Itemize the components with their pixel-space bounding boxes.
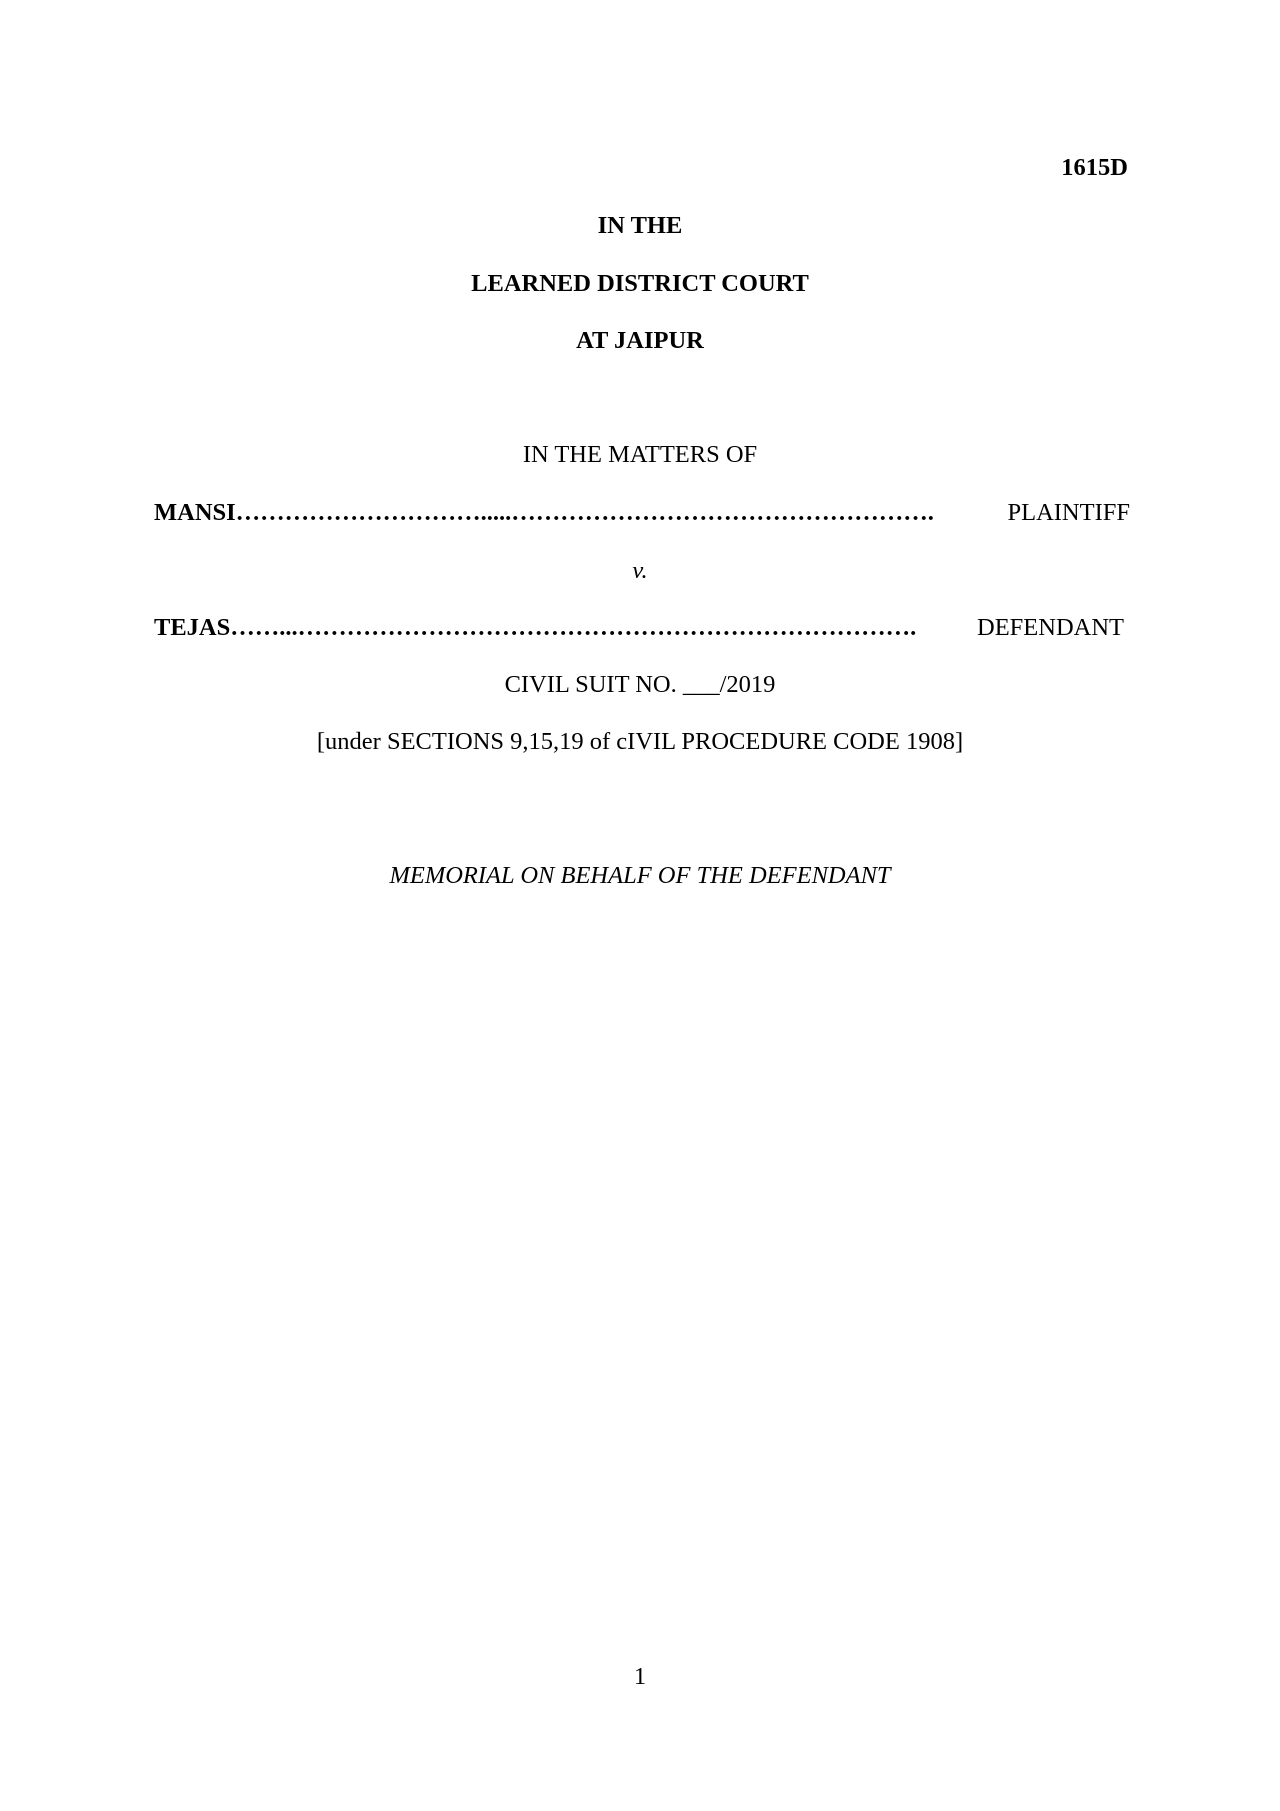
statute-sections: [under SECTIONS 9,15,19 of cIVIL PROCEDURE CODE 1908] (316, 728, 964, 755)
document-code: 1615D (1061, 154, 1128, 181)
suit-number: CIVIL SUIT NO. ___/2019 (504, 671, 776, 698)
court-heading-line-2: LEARNED DISTRICT COURT (471, 270, 809, 297)
versus-label: v. (632, 557, 648, 584)
defendant-role: DEFENDANT (977, 614, 1124, 641)
defendant-leader-dots: ……...…………………………………………………………………. (230, 616, 917, 641)
defendant-line (154, 616, 1124, 641)
memorial-title: MEMORIAL ON BEHALF OF THE DEFENDANT (389, 862, 891, 889)
plaintiff-name: MANSI (154, 499, 236, 526)
court-heading-line-3: AT JAIPUR (576, 327, 704, 354)
plaintiff-leader-dots: ………………………….....……………………………………………. (235, 501, 934, 526)
plaintiff-line (154, 501, 1130, 526)
plaintiff-role: PLAINTIFF (1007, 499, 1130, 526)
page-number: 1 (633, 1663, 647, 1690)
matters-heading: IN THE MATTERS OF (522, 441, 758, 468)
court-heading-line-1: IN THE (597, 212, 683, 239)
defendant-name: TEJAS (154, 614, 231, 641)
